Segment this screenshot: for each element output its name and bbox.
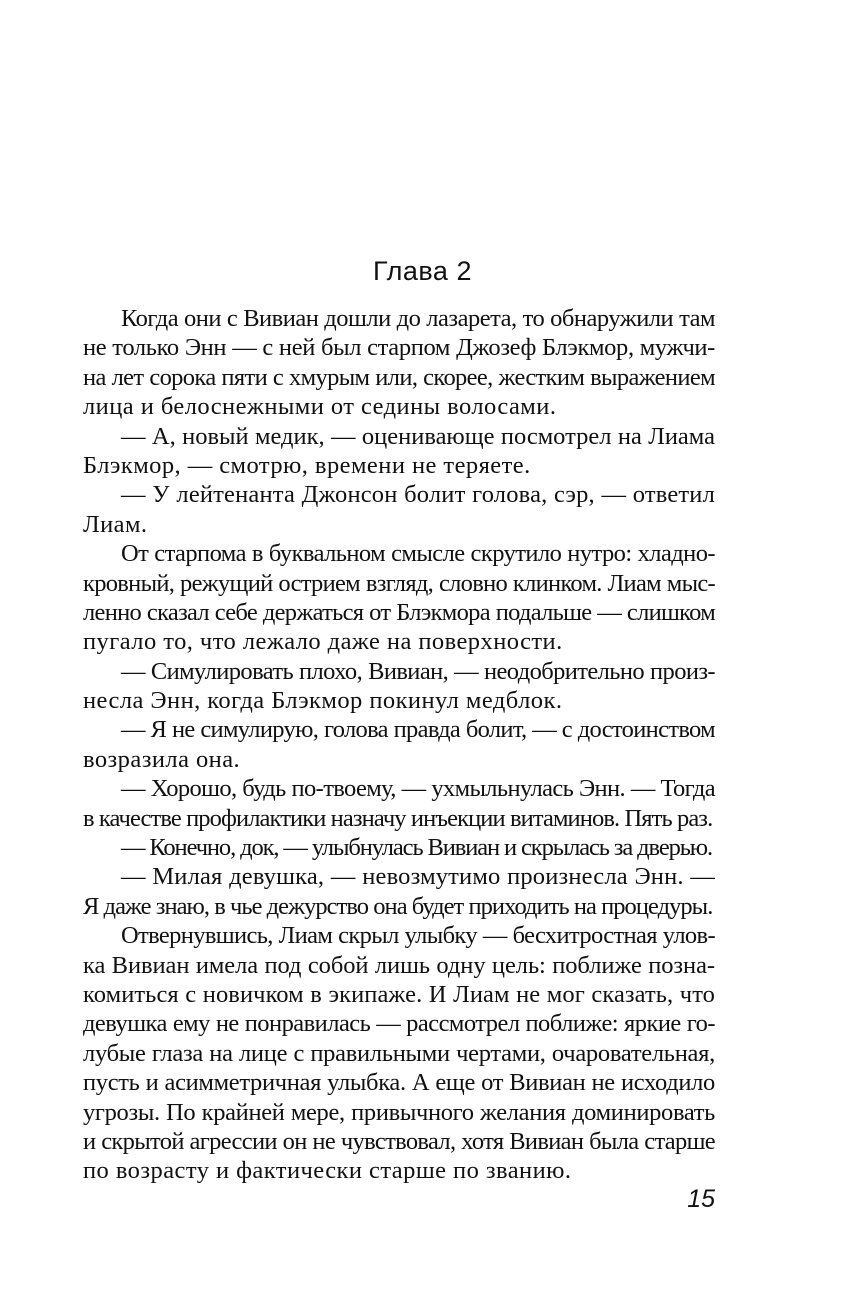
page-number: 15 <box>687 1185 715 1213</box>
text-line: угрозы. По крайней мере, привычного желания доминировать <box>83 1098 715 1126</box>
text-line: по возрасту и фактически старше по званию. <box>83 1157 572 1185</box>
text-line: Отвернувшись, Лиам скрыл улыбку — бесхитростная улов- <box>121 922 715 950</box>
text-line: Лиам. <box>83 510 148 538</box>
text-line: — Я не симулирую, голова правда болит, — с достоинством <box>121 716 715 744</box>
text-line: и скрытой агрессии он не чувствовал, хотя Вивиан была старше <box>83 1127 715 1155</box>
text-line: От старпома в буквальном смысле скрутило нутро: хладно- <box>121 540 715 568</box>
text-line: кровный, режущий острием взгляд, словно клинком. Лиам мыс- <box>83 569 715 597</box>
text-line: пугало то, что лежало даже на поверхности. <box>83 628 563 656</box>
text-line: Блэкмор, — смотрю, времени не теряете. <box>83 451 531 479</box>
text-line: лица и белоснежными от седины волосами. <box>83 393 557 421</box>
text-line: пусть и асимметричная улыбка. А еще от Вивиан не исходило <box>83 1069 715 1097</box>
text-line: ка Вивиан имела под собой лишь одну цель: поближе позна- <box>83 951 715 979</box>
text-line: — У лейтенанта Джонсон болит голова, сэр, — ответил <box>121 481 715 509</box>
text-line: на лет сорока пяти с хмурым или, скорее, жестким выражением <box>83 363 715 391</box>
text-line: возразила она. <box>83 745 241 773</box>
text-line: комиться с новичком в экипаже. И Лиам не мог сказать, что <box>83 980 715 1008</box>
text-line: — Милая девушка, — невозмутимо произнесла Энн. — <box>121 863 715 891</box>
body-text <box>83 304 715 1186</box>
text-line: ленно сказал себе держаться от Блэкмора подальше — слишком <box>83 598 715 626</box>
text-line: — Симулировать плохо, Вивиан, — неодобрительно произ- <box>121 657 715 685</box>
text-line: не только Энн — с ней был старпом Джозеф Блэкмор, мужчи- <box>83 334 715 362</box>
text-line: лубые глаза на лице с правильными чертами, очаровательная, <box>83 1039 715 1067</box>
text-line: Я даже знаю, в чье дежурство она будет приходить на процедуры. <box>83 892 713 920</box>
text-line: несла Энн, когда Блэкмор покинул медблок. <box>83 687 563 715</box>
text-line: — А, новый медик, — оценивающе посмотрел на Лиама <box>121 422 715 450</box>
text-line: — Хорошо, будь по-твоему, — ухмыльнулась Энн. — Тогда <box>121 775 715 803</box>
text-line: Когда они с Вивиан дошли до лазарета, то обнаружили там <box>121 305 715 332</box>
text-line: — Конечно, док, — улыбнулась Вивиан и скрылась за дверью. <box>121 834 713 862</box>
text-line: в качестве профилактики назначу инъекции витаминов. Пять раз. <box>83 804 713 832</box>
text-line: девушка ему не понравилась — рассмотрел поближе: яркие го- <box>83 1010 715 1038</box>
chapter-title: Глава 2 <box>373 256 472 286</box>
